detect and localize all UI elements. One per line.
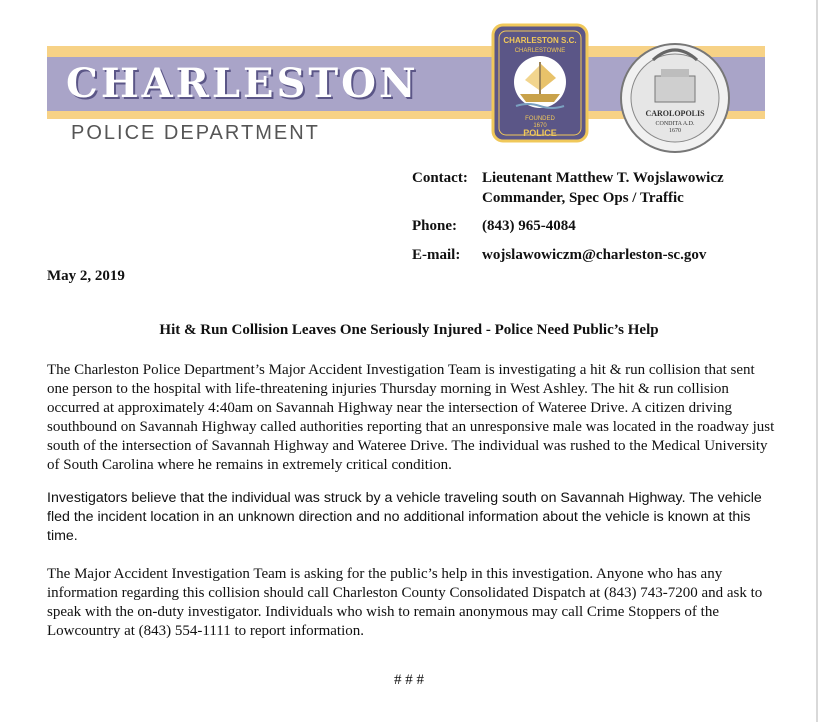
body-paragraph: The Charleston Police Department’s Major Accident Investigation Team is investigating a hit & run collision that sent one person to the hospital with life-threatening injuries Thursday morning in West Ashley. The hit & run collision occurred at approximately 4:40am on Savannah Highway near the intersection of Wateree Drive. A citizen driving southbound on Savannah Highway called authorities reporting that an unresponsive male was located in the roadway just south of the intersection of Savannah Highway and Wateree Drive. The individual was rushed to the Medical University of South Carolina where he remains in extremely critical condition. bbox=[47, 362, 775, 473]
phone-number: (843) 965-4084 bbox=[482, 218, 576, 234]
email-label: E-mail: bbox=[412, 247, 461, 263]
contact-title: Commander, Spec Ops / Traffic bbox=[482, 190, 684, 206]
city-seal-logo bbox=[615, 36, 735, 154]
release-date: May 2, 2019 bbox=[47, 268, 125, 284]
body-paragraph: The Major Accident Investigation Team is asking for the public’s help in this investigation. Anyone who has any information regarding this collision should call Charleston County Consolidated Dispatch at (843) 743-7200 and ask to speak with the on-duty investigator. Individuals who wish to remain anonymous may call Crime Stoppers of the Lowcountry at (843) 554-1111 to report information. bbox=[47, 566, 763, 639]
svg-text:1670: 1670 bbox=[669, 128, 681, 134]
body-paragraph: Investigators believe that the individual was struck by a vehicle traveling south on Savannah Highway. The vehicle fled the incident location in an unknown direction and no additional information about the vehicle is known at this time. bbox=[47, 490, 762, 544]
letterhead bbox=[0, 0, 818, 160]
contact-name: Lieutenant Matthew T. Wojslawowicz bbox=[482, 170, 724, 186]
contact-label: Contact: bbox=[412, 170, 468, 186]
svg-text:CHARLESTON S.C.: CHARLESTON S.C. bbox=[503, 36, 577, 45]
headline: Hit & Run Collision Leaves One Seriously Injured - Police Need Public’s Help bbox=[159, 322, 659, 338]
svg-text:1670: 1670 bbox=[533, 123, 547, 129]
svg-text:CAROLOPOLIS: CAROLOPOLIS bbox=[645, 109, 705, 118]
svg-text:CONDITA A.D.: CONDITA A.D. bbox=[655, 121, 695, 127]
phone-label: Phone: bbox=[412, 218, 457, 234]
email-address: wojslawowiczm@charleston-sc.gov bbox=[482, 247, 707, 263]
letterhead-title: CHARLESTON bbox=[66, 60, 419, 107]
svg-text:CHARLESTOWNE: CHARLESTOWNE bbox=[514, 48, 566, 54]
svg-text:FOUNDED: FOUNDED bbox=[525, 116, 555, 122]
police-badge-logo bbox=[490, 22, 590, 144]
letterhead-subtitle: POLICE DEPARTMENT bbox=[71, 122, 320, 144]
end-mark: # # # bbox=[394, 672, 424, 688]
svg-text:POLICE: POLICE bbox=[523, 128, 557, 138]
